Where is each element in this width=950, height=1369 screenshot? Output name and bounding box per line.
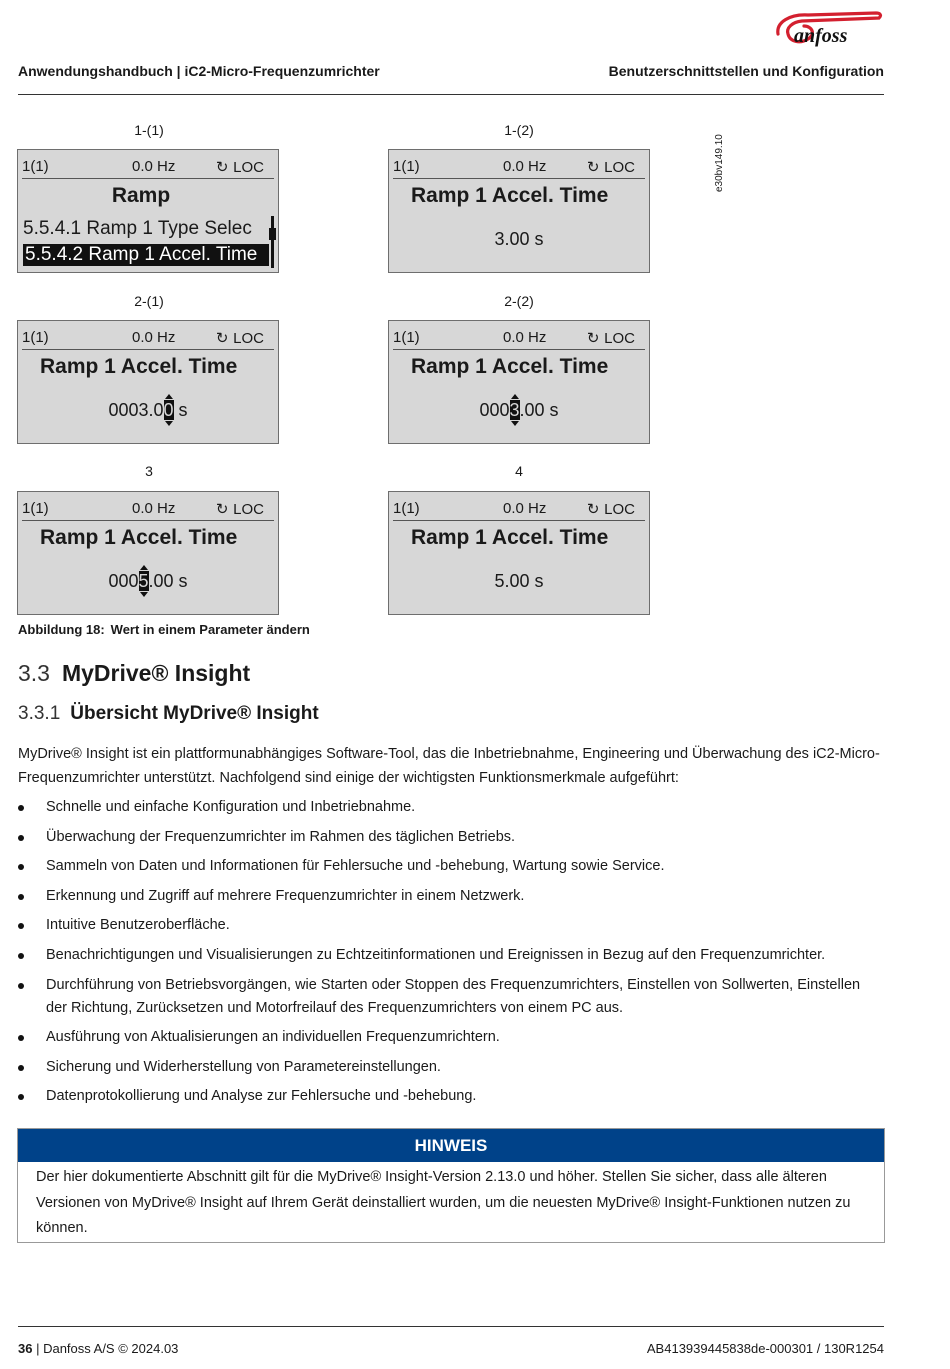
- bullet-icon: [18, 864, 24, 870]
- edit-cursor: 3: [509, 400, 520, 420]
- lcp-menu-item-selected: 5.5.4.2 Ramp 1 Accel. Time: [23, 244, 269, 266]
- frequency-readout: 0.0 Hz: [132, 329, 176, 346]
- rotate-icon: ↻: [215, 159, 229, 176]
- caption-label: Abbildung 18:: [18, 622, 105, 637]
- lcp-menu-title: Ramp: [111, 184, 171, 207]
- lcp-status-bar: [22, 158, 274, 179]
- bullet-icon: [18, 953, 24, 959]
- rotate-icon: ↻: [215, 501, 229, 518]
- section-number: 3.3: [18, 660, 50, 686]
- lcp-parameter-value: 0003.00 s: [108, 400, 188, 420]
- rotate-icon: ↻: [586, 330, 600, 347]
- mode-indicator: LOC: [233, 330, 264, 347]
- lcp-scrollbar: [271, 216, 274, 268]
- bullet-icon: [18, 805, 24, 811]
- panel-label-4: 4: [515, 463, 523, 479]
- list-item: Überwachung der Frequenzumrichter im Rahmen des täglichen Betriebs.: [18, 826, 884, 849]
- frequency-readout: 0.0 Hz: [503, 158, 547, 175]
- figure-caption: [18, 622, 310, 637]
- bullet-icon: [18, 835, 24, 841]
- lcp-parameter-title: Ramp 1 Accel. Time: [411, 526, 609, 549]
- header-divider: [18, 94, 884, 95]
- list-item: Schnelle und einfache Konfiguration und Inbetriebnahme.: [18, 796, 884, 819]
- list-item: Benachrichtigungen und Visualisierungen zu Echtzeitinformationen und Ereignissen in Bezug auf den Frequenzumrichter.: [18, 944, 884, 967]
- footer-divider: [18, 1326, 884, 1327]
- lcp-parameter-value: 3.00 s: [494, 229, 544, 249]
- setup-indicator: 1(1): [393, 158, 420, 175]
- list-item: Sicherung und Widerherstellung von Parametereinstellungen.: [18, 1056, 884, 1079]
- bullet-icon: [18, 983, 24, 989]
- edit-cursor: 5: [138, 571, 149, 591]
- lcp-status-bar: [393, 158, 645, 179]
- frequency-readout: 0.0 Hz: [132, 500, 176, 517]
- lcp-parameter-title: Ramp 1 Accel. Time: [411, 355, 609, 378]
- lcp-status-bar: [22, 500, 274, 521]
- figure-id: e30bv149.10: [714, 134, 725, 192]
- lcp-display: [388, 149, 650, 273]
- lcp-parameter-title: Ramp 1 Accel. Time: [40, 526, 238, 549]
- lcp-display: [388, 491, 650, 615]
- panel-label-1-2: 1-(2): [504, 122, 534, 138]
- mode-indicator: LOC: [604, 159, 635, 176]
- note-text: Der hier dokumentierte Abschnitt gilt für die MyDrive® Insight-Version 2.13.0 und höher. Stellen Sie sicher, dass alle älteren Versionen von MyDrive® Insight auf Ihrem Gerät deinstalliert wurden, um die neuesten MyDrive® Insight-Funktionen nutzen zu können.: [36, 1169, 851, 1236]
- mode-indicator: LOC: [233, 159, 264, 176]
- rotate-icon: ↻: [215, 330, 229, 347]
- setup-indicator: 1(1): [22, 500, 49, 517]
- frequency-readout: 0.0 Hz: [503, 500, 547, 517]
- intro-paragraph: MyDrive® Insight ist ein plattformunabhängiges Software-Tool, das die Inbetriebnahme, Engineering und Überwachung des iC2-Micro-Frequenzumrichter unterstützt. Nachfolgend sind einige der wichtigsten Funktionsmerkmale aufgeführt:: [18, 746, 880, 786]
- feature-list: [18, 796, 884, 1115]
- lcp-menu-item: 5.5.4.1 Ramp 1 Type Selec: [23, 218, 252, 239]
- bullet-icon: [18, 1035, 24, 1041]
- lcp-status-bar: [393, 500, 645, 521]
- bullet-icon: [18, 1065, 24, 1071]
- list-item: Durchführung von Betriebsvorgängen, wie Starten oder Stoppen des Frequenzumrichters, Einstellen von Sollwerten, Einstellen der Richtung, Zurücksetzen und Motorfreilauf des Frequenzumrichters von einem PC aus.: [18, 974, 884, 1020]
- bullet-icon: [18, 923, 24, 929]
- lcp-display: [17, 491, 279, 615]
- footer-left: [18, 1341, 178, 1356]
- subsection-heading: [18, 703, 319, 725]
- lcp-parameter-value: 5.00 s: [494, 571, 544, 591]
- frequency-readout: 0.0 Hz: [132, 158, 176, 175]
- note-title: HINWEIS: [18, 1129, 884, 1162]
- section-title: MyDrive® Insight: [61, 660, 251, 686]
- list-item: Sammeln von Daten und Informationen für Fehlersuche und -behebung, Wartung sowie Service.: [18, 855, 884, 878]
- rotate-icon: ↻: [586, 501, 600, 518]
- lcp-parameter-title: Ramp 1 Accel. Time: [411, 184, 609, 207]
- list-item: Erkennung und Zugriff auf mehrere Frequenzumrichter in einem Netzwerk.: [18, 885, 884, 908]
- page-number: 36: [18, 1341, 33, 1356]
- mode-indicator: LOC: [604, 501, 635, 518]
- header-document-title: Anwendungshandbuch | iC2-Micro-Frequenzumrichter: [18, 63, 380, 79]
- footer-copyright: | Danfoss A/S © 2024.03: [32, 1341, 179, 1356]
- frequency-readout: 0.0 Hz: [503, 329, 547, 346]
- lcp-display-menu: [17, 149, 279, 273]
- lcp-status-bar: [22, 329, 274, 350]
- list-item: Intuitive Benutzeroberfläche.: [18, 914, 884, 937]
- edit-cursor: 0: [163, 400, 174, 420]
- panel-label-2-2: 2-(2): [504, 293, 534, 309]
- mode-indicator: LOC: [233, 501, 264, 518]
- caption-text: Wert in einem Parameter ändern: [110, 622, 310, 637]
- lcp-display: [388, 320, 650, 444]
- setup-indicator: 1(1): [393, 329, 420, 346]
- setup-indicator: 1(1): [393, 500, 420, 517]
- panel-label-3: 3: [145, 463, 153, 479]
- mode-indicator: LOC: [604, 330, 635, 347]
- list-item: Datenprotokollierung und Analyse zur Fehlersuche und -behebung.: [18, 1085, 884, 1108]
- footer-doc-number: AB413939445838de-000301 / 130R1254: [646, 1341, 884, 1356]
- rotate-icon: ↻: [586, 159, 600, 176]
- panel-label-1-1: 1-(1): [134, 122, 164, 138]
- list-item: Ausführung von Aktualisierungen an individuellen Frequenzumrichtern.: [18, 1026, 884, 1049]
- lcp-display: [17, 320, 279, 444]
- bullet-icon: [18, 1094, 24, 1100]
- header-chapter-title: Benutzerschnittstellen und Konfiguration: [608, 63, 884, 79]
- section-heading: [18, 660, 250, 687]
- danfoss-logo: [772, 8, 884, 50]
- svg-text:anfoss: anfoss: [794, 25, 848, 47]
- note-box: [17, 1128, 885, 1243]
- lcp-parameter-title: Ramp 1 Accel. Time: [40, 355, 238, 378]
- setup-indicator: 1(1): [22, 158, 49, 175]
- lcp-status-bar: [393, 329, 645, 350]
- lcp-parameter-value: 0003.00 s: [479, 400, 559, 420]
- lcp-parameter-value: 0005.00 s: [108, 571, 188, 591]
- bullet-icon: [18, 894, 24, 900]
- subsection-number: 3.3.1: [18, 703, 61, 724]
- subsection-title: Übersicht MyDrive® Insight: [70, 703, 319, 724]
- panel-label-2-1: 2-(1): [134, 293, 164, 309]
- setup-indicator: 1(1): [22, 329, 49, 346]
